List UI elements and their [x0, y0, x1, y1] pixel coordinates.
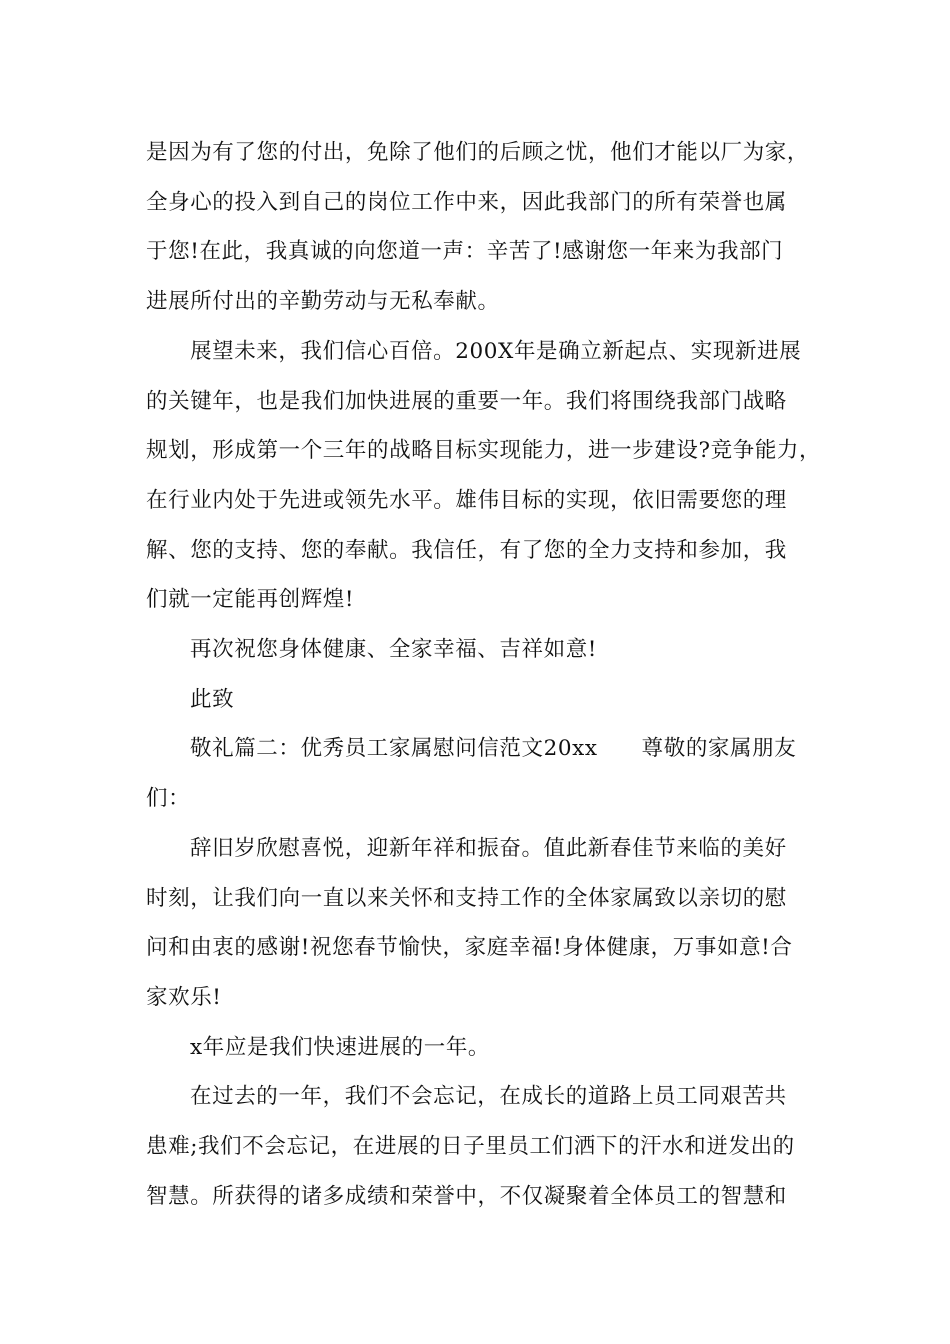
- paragraph-salutation: [146, 675, 808, 725]
- text-line: 是因为有了您的付出，免除了他们的后顾之忧，他们才能以厂为家，: [146, 140, 810, 165]
- text-line: 进展所付出的辛勤劳动与无私奉献。: [146, 289, 500, 315]
- text-line: 展望未来，我们信心百倍。200X年是确立新起点、实现新进展: [190, 338, 802, 364]
- text-line: 在行业内处于先进或领先水平。雄伟目标的实现，依旧需要您的理: [146, 487, 787, 513]
- text-line: 解、您的支持、您的奉献。我信任，有了您的全力支持和参加，我: [146, 537, 787, 563]
- text-line: 在过去的一年，我们不会忘记，在成长的道路上员工同艰苦共: [190, 1084, 787, 1110]
- paragraph-past-year: [146, 1072, 808, 1221]
- paragraph-outlook: [146, 327, 822, 625]
- paragraph-wishes: [146, 625, 808, 675]
- text-line: 时刻，让我们向一直以来关怀和支持工作的全体家属致以亲切的慰: [146, 885, 787, 911]
- text-line: 辞旧岁欣慰喜悦，迎新年祥和振奋。值此新春佳节来临的美好: [190, 835, 787, 861]
- text-line: 再次祝您身体健康、全家幸福、吉祥如意!: [190, 637, 598, 663]
- text-line: 家欢乐!: [146, 984, 222, 1010]
- paragraph-new-year: [146, 824, 808, 1023]
- text-line: 于您!在此，我真诚的向您道一声：辛苦了!感谢您一年来为我部门: [146, 239, 784, 265]
- text-line: 全身心的投入到自己的岗位工作中来，因此我部门的所有荣誉也属: [146, 189, 787, 215]
- paragraph-year-statement: [146, 1023, 808, 1073]
- text-line: 们就一定能再创辉煌!: [146, 587, 355, 613]
- text-line: x年应是我们快速进展的一年。: [190, 1034, 491, 1060]
- text-line: 的关键年，也是我们加快进展的重要一年。我们将围绕我部门战略: [146, 388, 787, 414]
- paragraph-gratitude: [146, 128, 808, 327]
- text-line: 规划，形成第一个三年的战略目标实现能力，进一步建设?竞争能力，: [146, 438, 822, 464]
- greeting-start: 尊敬的家属朋友: [641, 736, 797, 762]
- letter-body: [146, 128, 822, 1221]
- text-line: 们：: [146, 786, 191, 812]
- paragraph-section-heading: [146, 724, 808, 823]
- text-line: 智慧。所获得的诸多成绩和荣誉中，不仅凝聚着全体员工的智慧和: [146, 1183, 787, 1209]
- text-line: 此致: [190, 686, 235, 712]
- text-line: [146, 724, 808, 774]
- section-title: 敬礼篇二：优秀员工家属慰问信范文20xx: [190, 736, 598, 762]
- text-line: 问和由衷的感谢!祝您春节愉快，家庭幸福!身体健康，万事如意!合: [146, 935, 793, 961]
- text-line: 患难;我们不会忘记，在进展的日子里员工们洒下的汗水和迸发出的: [146, 1134, 795, 1160]
